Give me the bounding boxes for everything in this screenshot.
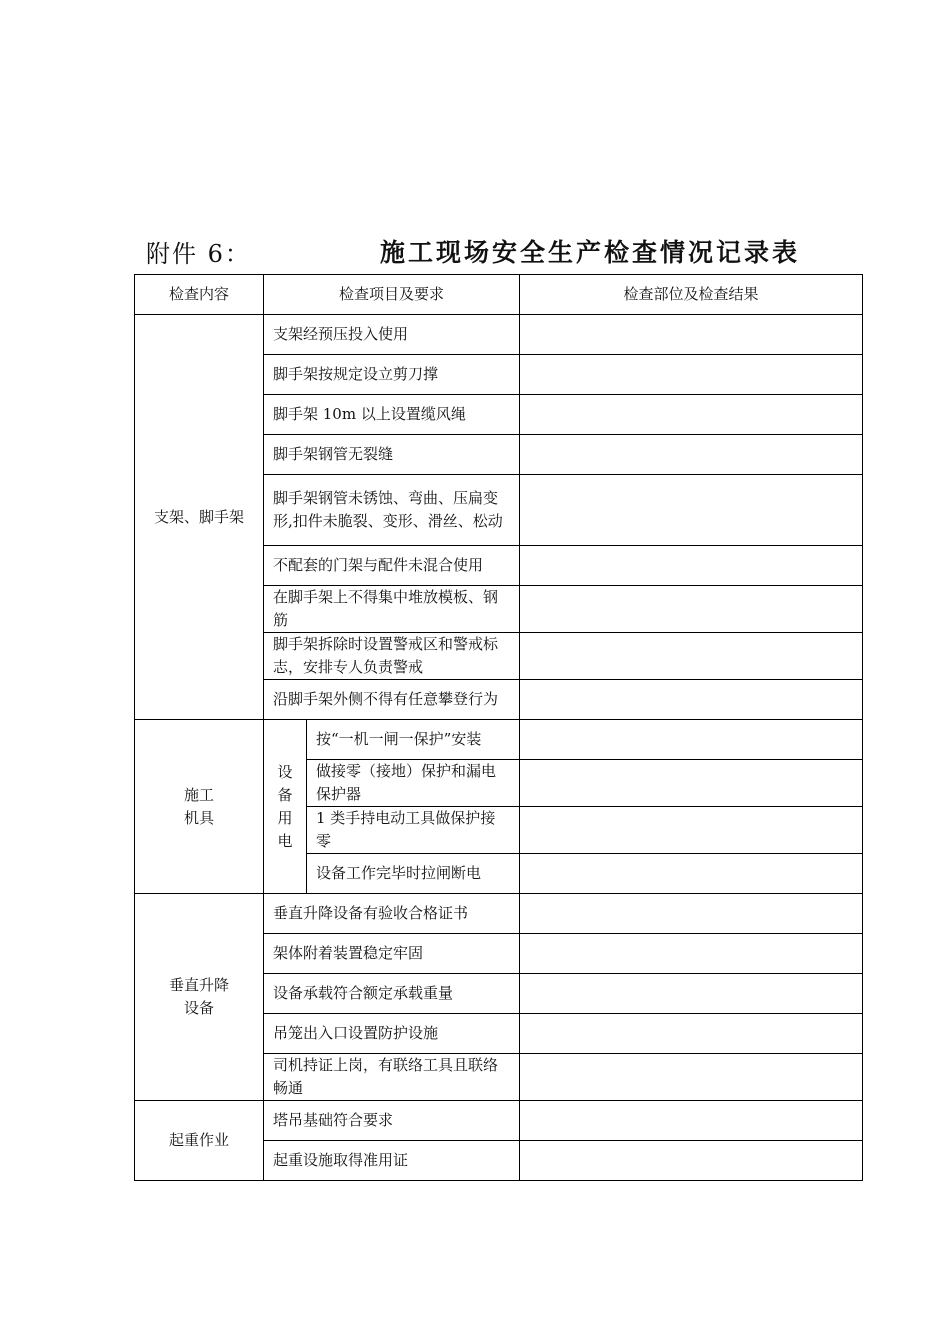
item-cell: 脚手架 10m 以上设置缆风绳 xyxy=(264,395,520,435)
result-cell[interactable] xyxy=(520,1054,863,1101)
subcategory-char: 用 xyxy=(277,808,293,827)
item-cell: 沿脚手架外侧不得有任意攀登行为 xyxy=(264,680,520,720)
category-cell-machinery xyxy=(135,720,264,894)
header-result: 检查部位及检查结果 xyxy=(520,275,863,315)
table-row xyxy=(135,894,863,934)
header-items: 检查项目及要求 xyxy=(264,275,520,315)
item-cell: 脚手架按规定设立剪刀撑 xyxy=(264,355,520,395)
result-cell[interactable] xyxy=(520,633,863,680)
category-line: 垂直升降 xyxy=(168,976,229,994)
item-cell: 脚手架拆除时设置警戒区和警戒标志，安排专人负责警戒 xyxy=(264,633,520,680)
category-cell-scaffold: 支架、脚手架 xyxy=(135,315,264,720)
item-cell: 吊笼出入口设置防护设施 xyxy=(264,1014,520,1054)
result-cell[interactable] xyxy=(520,974,863,1014)
item-cell: 在脚手架上不得集中堆放模板、钢筋 xyxy=(264,586,520,633)
subcategory-cell-power xyxy=(264,720,307,894)
table-row xyxy=(135,720,863,760)
item-cell: 不配套的门架与配件未混合使用 xyxy=(264,546,520,586)
result-cell[interactable] xyxy=(520,760,863,807)
result-cell[interactable] xyxy=(520,435,863,475)
item-cell: 1 类手持电动工具做保护接零 xyxy=(307,807,520,854)
category-line: 施工 xyxy=(183,785,214,804)
item-cell: 设备工作完毕时拉闸断电 xyxy=(307,854,520,894)
subcategory-char: 电 xyxy=(277,831,293,850)
result-cell[interactable] xyxy=(520,546,863,586)
header-row xyxy=(135,275,863,315)
category-line: 机具 xyxy=(183,808,214,827)
result-cell[interactable] xyxy=(520,1141,863,1181)
result-cell[interactable] xyxy=(520,894,863,934)
item-cell: 设备承载符合额定承载重量 xyxy=(264,974,520,1014)
result-cell[interactable] xyxy=(520,680,863,720)
item-cell: 起重设施取得准用证 xyxy=(264,1141,520,1181)
attachment-label: 附件 6： xyxy=(146,240,251,268)
item-cell: 司机持证上岗，有联络工具且联络畅通 xyxy=(264,1054,520,1101)
result-cell[interactable] xyxy=(520,854,863,894)
item-cell: 垂直升降设备有验收合格证书 xyxy=(264,894,520,934)
result-cell[interactable] xyxy=(520,355,863,395)
result-cell[interactable] xyxy=(520,475,863,546)
result-cell[interactable] xyxy=(520,1101,863,1141)
result-cell[interactable] xyxy=(520,395,863,435)
result-cell[interactable] xyxy=(520,934,863,974)
subcategory-char: 设 xyxy=(277,762,293,781)
table-row xyxy=(135,1101,863,1141)
item-cell: 支架经预压投入使用 xyxy=(264,315,520,355)
category-cell-lifting: 起重作业 xyxy=(135,1101,264,1181)
item-cell: 按“一机一闸一保护”安装 xyxy=(307,720,520,760)
table-row xyxy=(135,315,863,355)
form-title: 施工现场安全生产检查情况记录表 xyxy=(380,238,801,267)
result-cell[interactable] xyxy=(520,807,863,854)
category-line: 设备 xyxy=(183,999,214,1017)
item-cell: 脚手架钢管无裂缝 xyxy=(264,435,520,475)
inspection-table xyxy=(134,274,863,1181)
result-cell[interactable] xyxy=(520,586,863,633)
header-content: 检查内容 xyxy=(135,275,264,315)
result-cell[interactable] xyxy=(520,1014,863,1054)
category-cell-hoist xyxy=(135,894,264,1101)
result-cell[interactable] xyxy=(520,720,863,760)
item-cell: 做接零（接地）保护和漏电保护器 xyxy=(307,760,520,807)
item-cell: 架体附着装置稳定牢固 xyxy=(264,934,520,974)
item-cell: 塔吊基础符合要求 xyxy=(264,1101,520,1141)
item-cell: 脚手架钢管未锈蚀、弯曲、压扁变形,扣件未脆裂、变形、滑丝、松动 xyxy=(264,475,520,546)
result-cell[interactable] xyxy=(520,315,863,355)
subcategory-char: 备 xyxy=(277,785,293,804)
